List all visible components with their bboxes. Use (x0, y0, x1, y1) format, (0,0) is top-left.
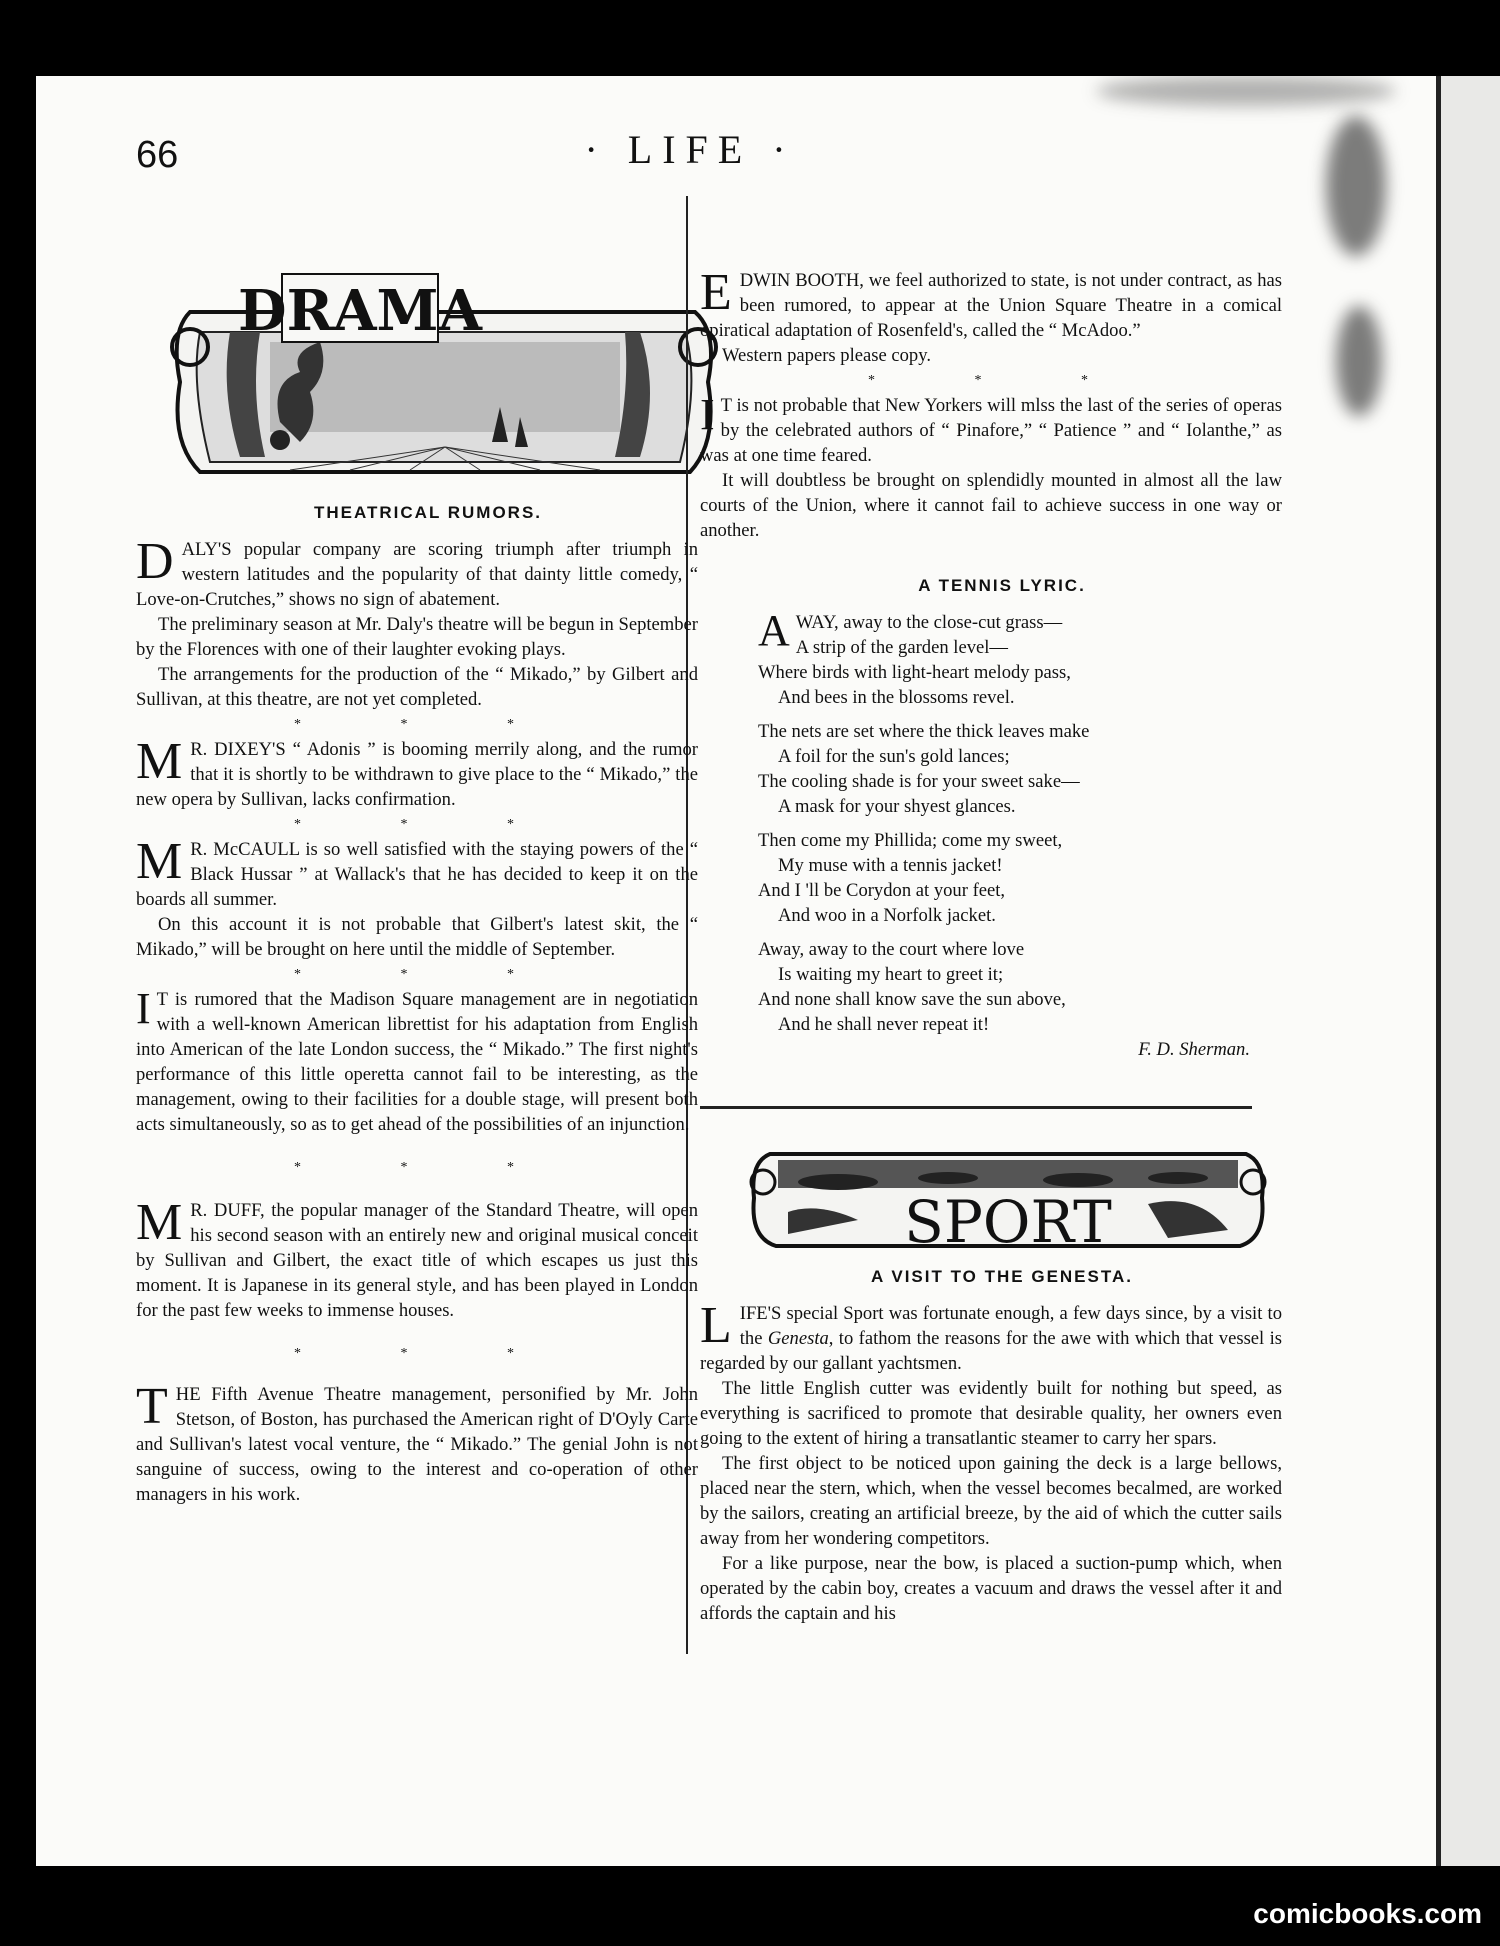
daly-paragraph (136, 533, 698, 612)
pinafore-paragraph-2: It will doubtless be brought on splendidly mounted in almost all the law courts of the Union, where it cannot fail to achieve success in one way or another. (700, 470, 1282, 541)
mikado-paragraph: The arrangements for the production of the “ Mikado,” by Gilbert and Sullivan, at this theatre, are not yet completed. (136, 664, 698, 710)
ship-name: Genesta (767, 1328, 829, 1349)
paragraph-text: T is not probable that New Yorkers will mlss the last of the series of operas by the celebrated authors of “ Pinafore,” “ Patience ” and “ Iolanthe,” as was at one time feared. (700, 395, 1282, 466)
watermark: comicbooks.com (1253, 1898, 1482, 1929)
poem-line: Away, away to the court where love (758, 939, 1025, 960)
section-rule (700, 1106, 1252, 1109)
poem-stanza (758, 828, 1282, 928)
facing-page-edge (1436, 76, 1500, 1866)
drop-cap: E (700, 264, 732, 321)
paragraph-text: T is rumored that the Madison Square management are in negotiation with a well-known American librettist for his adaptation from English into American of the late London success, the “ Mikado.” The first night's performance of this little operetta cannot fail to be interesting, as the management, owing to their facilities for a double stage, will present both acts simultaneously, so as to get ahead of the possibilities of an injunction. (136, 989, 698, 1135)
drop-cap: M (136, 833, 183, 890)
paragraph-text: R. DUFF, the popular manager of the Standard Theatre, will open his second season with an entirely new and original musical conceit by Sullivan and Gilbert, the exact title of which escapes us just this moment. It is Japanese in its general style, and has been played in London for the past few weeks to immense houses. (136, 1200, 698, 1321)
section-stars: * * * (868, 373, 1136, 388)
poem-line: And he shall never repeat it! (778, 1014, 990, 1035)
paragraph-text: IFE'S special Sport was fortunate enough, a few days since, by a visit to the (739, 1303, 1282, 1349)
section-stars: * * * (294, 967, 562, 982)
poem-line: A strip of the garden level— (795, 637, 1009, 658)
poem-line: A foil for the sun's gold lances; (778, 746, 1010, 767)
pinafore-paragraph (700, 390, 1282, 468)
drop-cap: I (136, 984, 151, 1033)
poem-line: And woo in a Norfolk jacket. (778, 905, 996, 926)
poem-line-text: WAY, away to the close-cut grass— (795, 612, 1063, 633)
ink-smudge (1096, 76, 1396, 106)
right-column (700, 264, 1282, 1062)
poem-line: Then come my Phillida; come my sweet, (758, 830, 1063, 851)
booth-paragraph-2: Western papers please copy. (722, 345, 931, 366)
masthead: · LIFE · (584, 127, 796, 172)
left-column (136, 500, 698, 1507)
poem-line: Where birds with light-heart melody pass, (758, 662, 1071, 683)
genesta-paragraph-2: The little English cutter was evidently built for nothing but speed, as everything is sacrificed to promote that desirable quality, her owners even going to the extent of hiring a transatlantic steamer to carry her spars. (700, 1378, 1282, 1449)
poem-line: The nets are set where the thick leaves make (758, 721, 1090, 742)
booth-paragraph (700, 264, 1282, 343)
genesta-paragraph-4: For a like purpose, near the bow, is placed a suction-pump which, when operated by the cabin boy, creates a vacuum and draws the vessel after it and affords the captain and his (700, 1553, 1282, 1624)
paragraph-text: ALY'S popular company are scoring triumph after triumph in western latitudes and the popularity of that dainty little comedy, “ Love-on-Crutches,” shows no sign of abatement. (136, 539, 698, 610)
paragraph-text: HE Fifth Avenue Theatre management, personified by Mr. John Stetson, of Boston, has purchased the American right of D'Oyly Carte and Sullivan's latest vocal venture, the “ Mikado.” The genial John is not sanguine of success, owing to the interest and co-operation of other managers in his work. (136, 1384, 698, 1505)
paragraph-text: R. McCAULL is so well satisfied with the staying powers of the “ Black Hussar ” at Wallack's that he has decided to keep it on the boards all summer. (136, 839, 698, 910)
poem-line: And I 'll be Corydon at your feet, (758, 880, 1006, 901)
drama-title: DRAMA (238, 278, 482, 344)
drop-cap: I (700, 390, 715, 439)
poem-line: Is waiting my heart to greet it; (778, 964, 1004, 985)
mccaull-paragraph (136, 833, 698, 912)
section-stars: * * * (294, 817, 562, 832)
sport-article (700, 1264, 1282, 1626)
paragraph-text: , to fathom the reasons for the awe with which that vessel is regarded by our gallant yachtsmen. (700, 1328, 1282, 1374)
poem-line: A mask for your shyest glances. (778, 796, 1016, 817)
ink-smudge (1336, 306, 1382, 416)
poem-line: And none shall know save the sun above, (758, 989, 1066, 1010)
poem-heading: A TENNIS LYRIC. (918, 576, 1086, 595)
theatrical-heading: THEATRICAL RUMORS. (313, 503, 543, 522)
poem-line: And bees in the blossoms revel. (778, 687, 1015, 708)
dixey-paragraph (136, 733, 698, 812)
drop-cap: M (136, 1194, 183, 1251)
poem-stanza (758, 606, 1282, 710)
sport-title: SPORT (904, 1188, 1112, 1250)
poem-author: F. D. Sherman. (1138, 1039, 1250, 1060)
genesta-paragraph-3: The first object to be noticed upon gaining the deck is a large bellows, placed near the stern, which, when the vessel becomes becalmed, are worked by the sailors, creating an artificial breeze, by the aid of which the cutter sails away from her wondering competitors. (700, 1453, 1282, 1549)
season-paragraph: The preliminary season at Mr. Daly's theatre will be begun in September by the Florences with one of their laughter evoking plays. (136, 614, 698, 660)
genesta-paragraph-1 (700, 1297, 1282, 1376)
paragraph-text: R. DIXEY'S “ Adonis ” is booming merrily along, and the rumor that it is shortly to be withdrawn to give place to the “ Mikado,” the new opera by Sullivan, lacks confirmation. (136, 739, 698, 810)
sport-banner-illustration (748, 1142, 1268, 1250)
drop-cap: D (136, 533, 174, 590)
drop-cap: T (136, 1378, 168, 1435)
madison-paragraph (136, 984, 698, 1137)
section-stars: * * * (294, 1346, 562, 1361)
drop-cap: M (136, 733, 183, 790)
tennis-lyric-poem (758, 606, 1282, 1062)
poem-line: The cooling shade is for your sweet sake— (758, 771, 1080, 792)
mccaull-paragraph-2: On this account it is not probable that Gilbert's latest skit, the “ Mikado,” will be brought on here until the middle of September. (136, 914, 698, 960)
drop-cap: A (758, 606, 790, 655)
poem-stanza (758, 937, 1282, 1037)
drop-cap: L (700, 1297, 732, 1354)
fifth-avenue-paragraph (136, 1378, 698, 1507)
section-stars: * * * (294, 717, 562, 732)
section-stars: * * * (294, 1160, 562, 1175)
poem-stanza (758, 719, 1282, 819)
duff-paragraph (136, 1194, 698, 1323)
genesta-heading: A VISIT TO THE GENESTA. (871, 1267, 1133, 1286)
page-number: 66 (136, 134, 179, 176)
poem-line: My muse with a tennis jacket! (778, 855, 1003, 876)
paragraph-text: DWIN BOOTH, we feel authorized to state, is not under contract, as has been rumored, to appear at the Union Square Theatre in a comical opiratical adaptation of Rosenfeld's, called the “ McAdoo.” (700, 270, 1282, 341)
drama-banner-illustration (170, 272, 718, 492)
ink-smudge (1326, 116, 1386, 256)
